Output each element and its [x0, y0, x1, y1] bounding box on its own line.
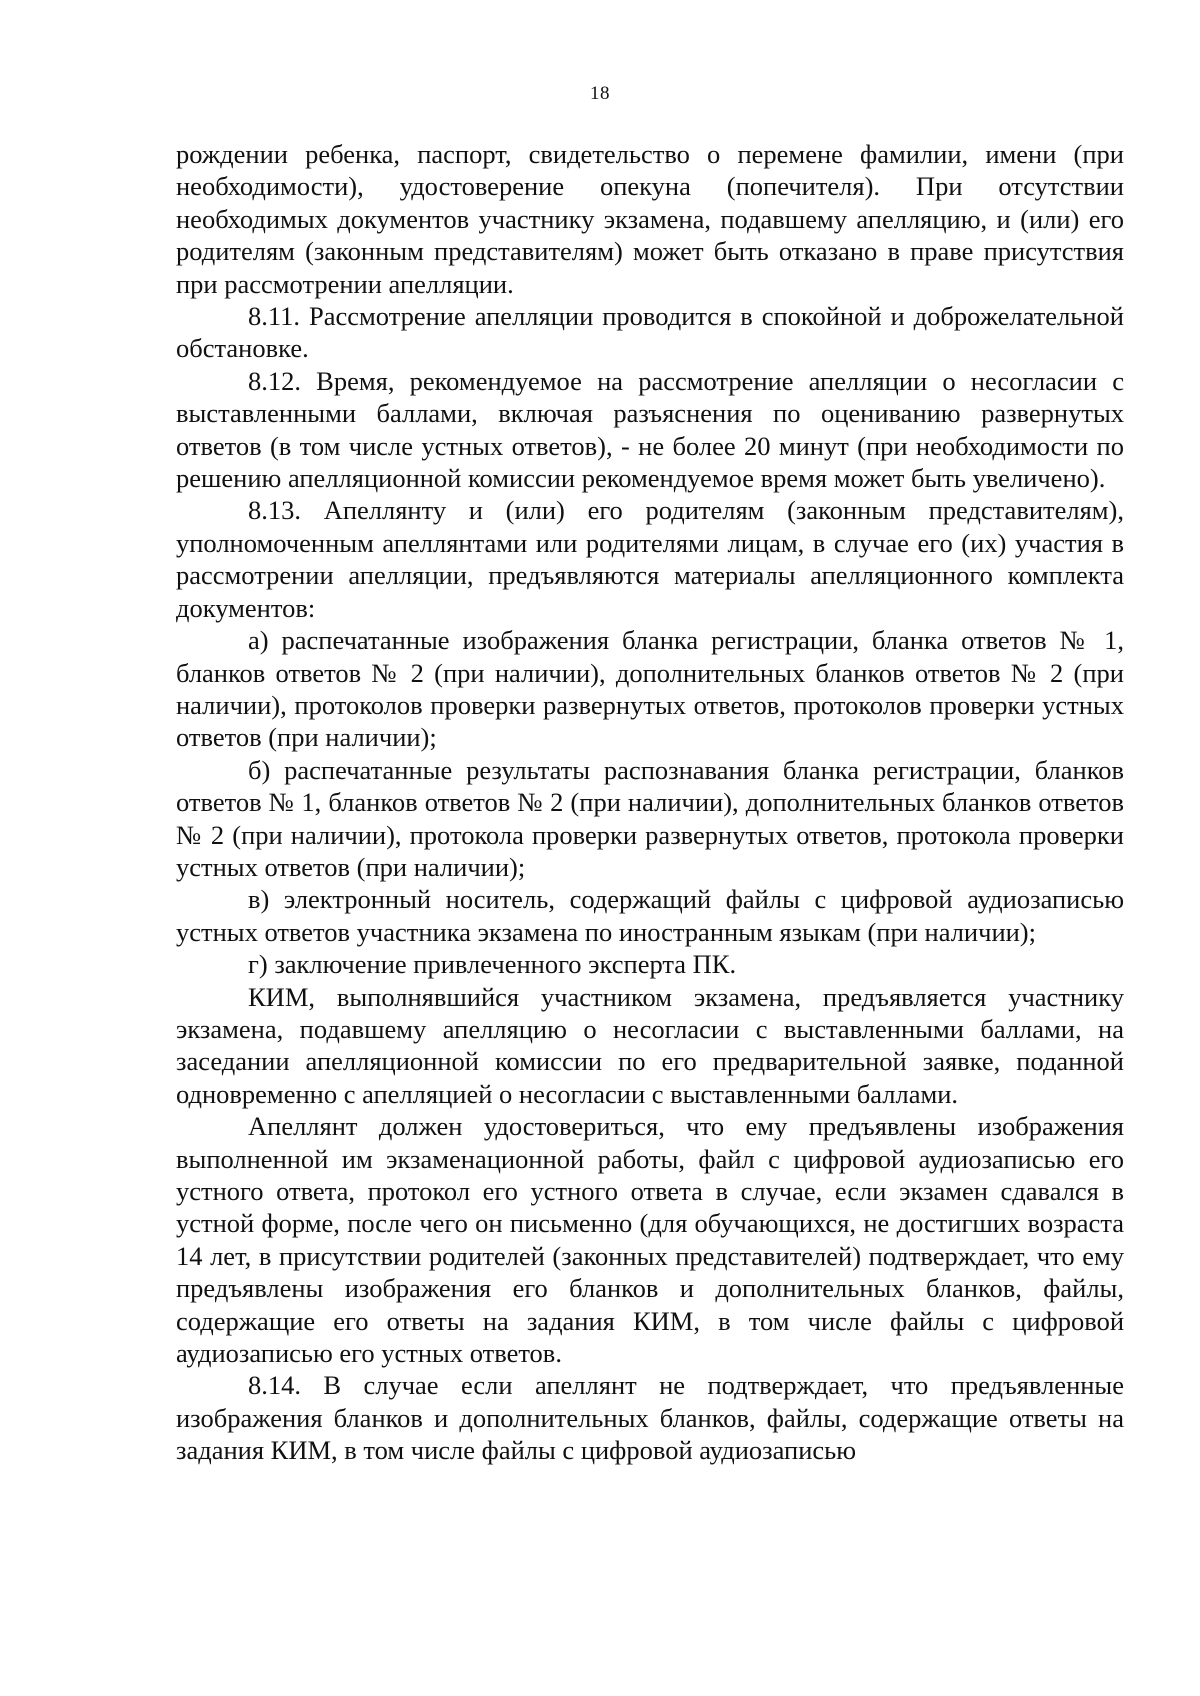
paragraph-8-13: 8.13. Апеллянту и (или) его родителям (законным представителям), уполномоченным апеллянтами или родителями лицам, в случае его (их) участия в рассмотрении апелляции, предъявляются материалы апелляционного комплекта документов: [176, 495, 1124, 623]
list-item-g: г) заключение привлеченного эксперта ПК. [248, 949, 737, 980]
paragraph-kim: КИМ, выполнявшийся участником экзамена, предъявляется участнику экзамена, подавшему апелляцию о несогласии с выставленными баллами, на заседании апелляционной комиссии по его предварительной заявке, поданной одновременно с апелляцией о несогласии с выставленными баллами. [176, 981, 1124, 1109]
paragraph-continuation: рождении ребенка, паспорт, свидетельство о перемене фамилии, имени (при необходимости), удостоверение опекуна (попечителя). При отсутствии необходимых документов участнику экзамена, подавшему апелляцию, и (или) его родителям (законным представителям) может быть отказано в праве присутствия при рассмотрении апелляции. [176, 139, 1124, 299]
page-number: 18 [590, 83, 610, 104]
list-item-a: а) распечатанные изображения бланка регистрации, бланка ответов № 1, бланков ответов № 2 (при наличии), дополнительных бланков ответов № 2 (при наличии), протоколов проверки развернутых ответов, протоколов проверки устных ответов (при наличии); [176, 625, 1124, 753]
paragraph-8-12: 8.12. Время, рекомендуемое на рассмотрение апелляции о несогласии с выставленными баллами, включая разъяснения по оцениванию развернутых ответов (в том числе устных ответов), - не более 20 минут (при необходимости по решению апелляционной комиссии рекомендуемое время может быть увеличено). [176, 365, 1124, 494]
list-item-b: б) распечатанные результаты распознавания бланка регистрации, бланков ответов № 1, бланков ответов № 2 (при наличии), дополнительных бланков ответов № 2 (при наличии), протокола проверки развернутых ответов, протокола проверки устных ответов (при наличии); [176, 754, 1124, 882]
paragraph-8-14: 8.14. В случае если апеллянт не подтверждает, что предъявленные изображения бланков и дополнительных бланков, файлы, содержащие ответы на задания КИМ, в том числе файлы с цифровой аудиозаписью [176, 1370, 1124, 1466]
paragraph-appellant: Апеллянт должен удостовериться, что ему предъявлены изображения выполненной им экзаменационной работы, файл с цифровой аудиозаписью его устного ответа, протокол его устного ответа в случае, если экзамен сдавался в устной форме, после чего он письменно (для обучающихся, не достигших возраста 14 лет, в присутствии родителей (законных представителей) подтверждает, что ему предъявлены изображения его бланков и дополнительных бланков, файлы, содержащие его ответы на задания КИМ, в том числе файлы с цифровой аудиозаписью его устных ответов. [176, 1111, 1124, 1369]
document-body [176, 138, 1124, 1467]
paragraph-8-11: 8.11. Рассмотрение апелляции проводится в спокойной и доброжелательной обстановке. [176, 301, 1124, 364]
list-item-v: в) электронный носитель, содержащий файлы с цифровой аудиозаписью устных ответов участника экзамена по иностранным языкам (при наличии); [176, 884, 1124, 947]
